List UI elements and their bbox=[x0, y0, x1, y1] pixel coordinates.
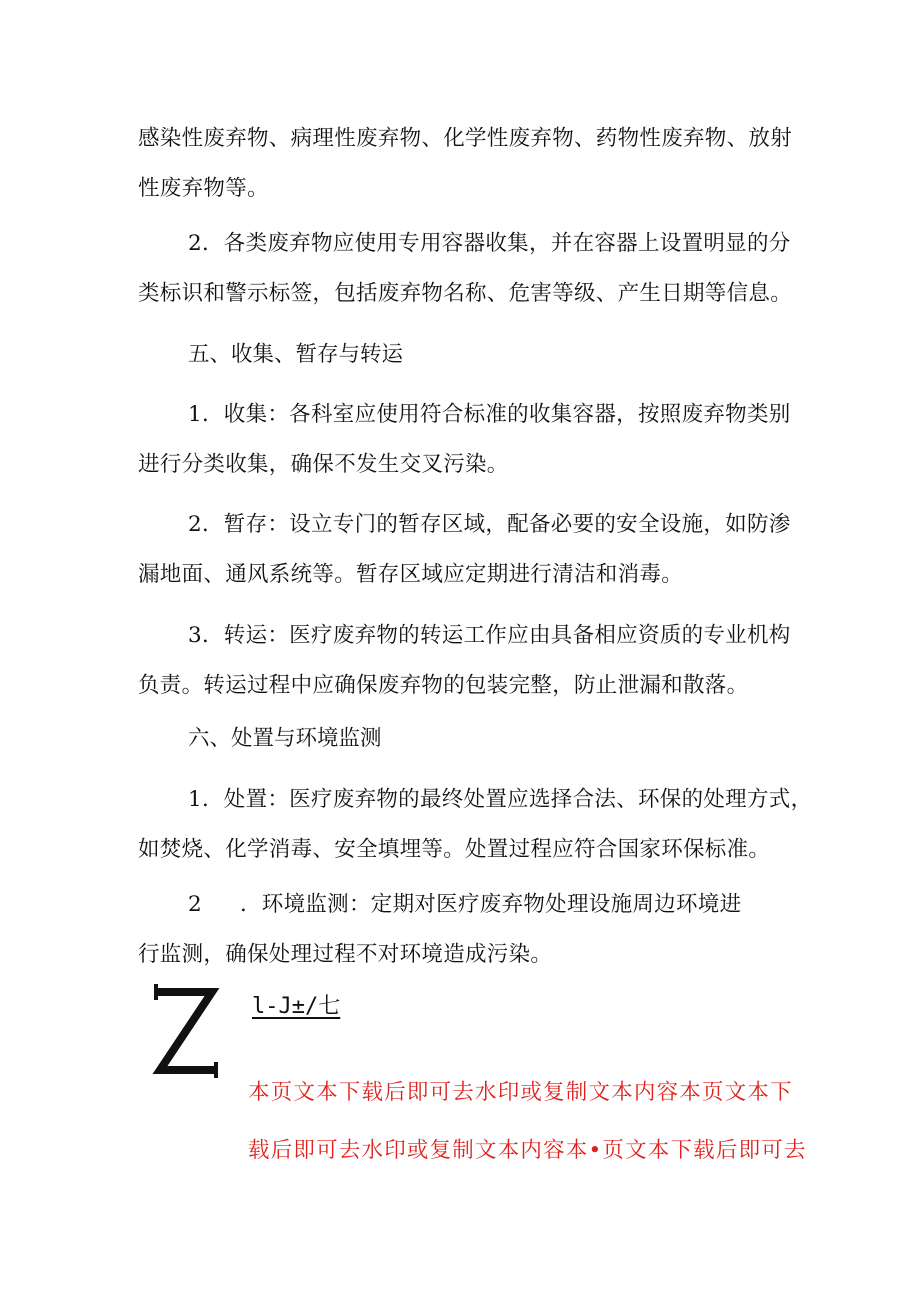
text-line: 1．处置：医疗废弃物的最终处置应选择合法、环保的处理方式， bbox=[188, 787, 813, 812]
text-line: 1．收集：各科室应使用符合标准的收集容器，按照废弃物类别 bbox=[188, 402, 791, 427]
text-line: 2．暂存：设立专门的暂存区域，配备必要的安全设施，如防渗 bbox=[188, 512, 791, 537]
text-line: 进行分类收集，确保不发生交叉污染。 bbox=[138, 452, 509, 477]
text-line: 2．各类废弃物应使用专用容器收集，并在容器上设置明显的分 bbox=[188, 231, 791, 256]
text-line: 如焚烧、化学消毒、安全填埋等。处置过程应符合国家环保标准。 bbox=[138, 837, 771, 862]
text-line: 行监测，确保处理过程不对环境造成污染。 bbox=[138, 942, 553, 967]
text-line: 漏地面、通风系统等。暂存区域应定期进行清洁和消毒。 bbox=[138, 562, 684, 587]
text-line: 3．转运：医疗废弃物的转运工作应由具备相应资质的专业机构 bbox=[188, 623, 791, 648]
section-heading-6: 六、处置与环境监测 bbox=[188, 726, 382, 751]
paragraph-transport bbox=[138, 614, 798, 708]
text-line: 类标识和警示标签，包括废弃物名称、危害等级、产生日期等信息。 bbox=[138, 281, 793, 306]
paragraph-disposal bbox=[138, 778, 813, 872]
text-line: 感染性废弃物、病理性废弃物、化学性废弃物、药物性废弃物、放射 bbox=[138, 126, 793, 151]
item-number: 2 bbox=[188, 892, 202, 917]
watermark-line-1: 本页文本下载后即可去水印或复制文本内容本页文本下 bbox=[248, 1080, 793, 1105]
big-z-glyph bbox=[150, 980, 220, 1080]
section-heading-5: 五、收集、暂存与转运 bbox=[188, 342, 404, 367]
paragraph-storage bbox=[138, 503, 798, 597]
garbled-text: l-J±/七 bbox=[252, 994, 341, 1019]
text-line-body: ．环境监测：定期对医疗废弃物处理设施周边环境进 bbox=[239, 892, 742, 917]
text-line: 性废弃物等。 bbox=[138, 176, 269, 201]
paragraph-containers bbox=[138, 222, 798, 316]
paragraph-collection bbox=[138, 393, 798, 487]
watermark-line-2: 载后即可去水印或复制文本内容本•页文本下载后即可去 bbox=[248, 1138, 807, 1163]
paragraph-waste-types bbox=[138, 117, 798, 211]
text-line: 负责。转运过程中应确保废弃物的包装完整，防止泄漏和散落。 bbox=[138, 673, 749, 698]
text-line bbox=[138, 883, 798, 927]
paragraph-monitoring bbox=[138, 883, 798, 977]
